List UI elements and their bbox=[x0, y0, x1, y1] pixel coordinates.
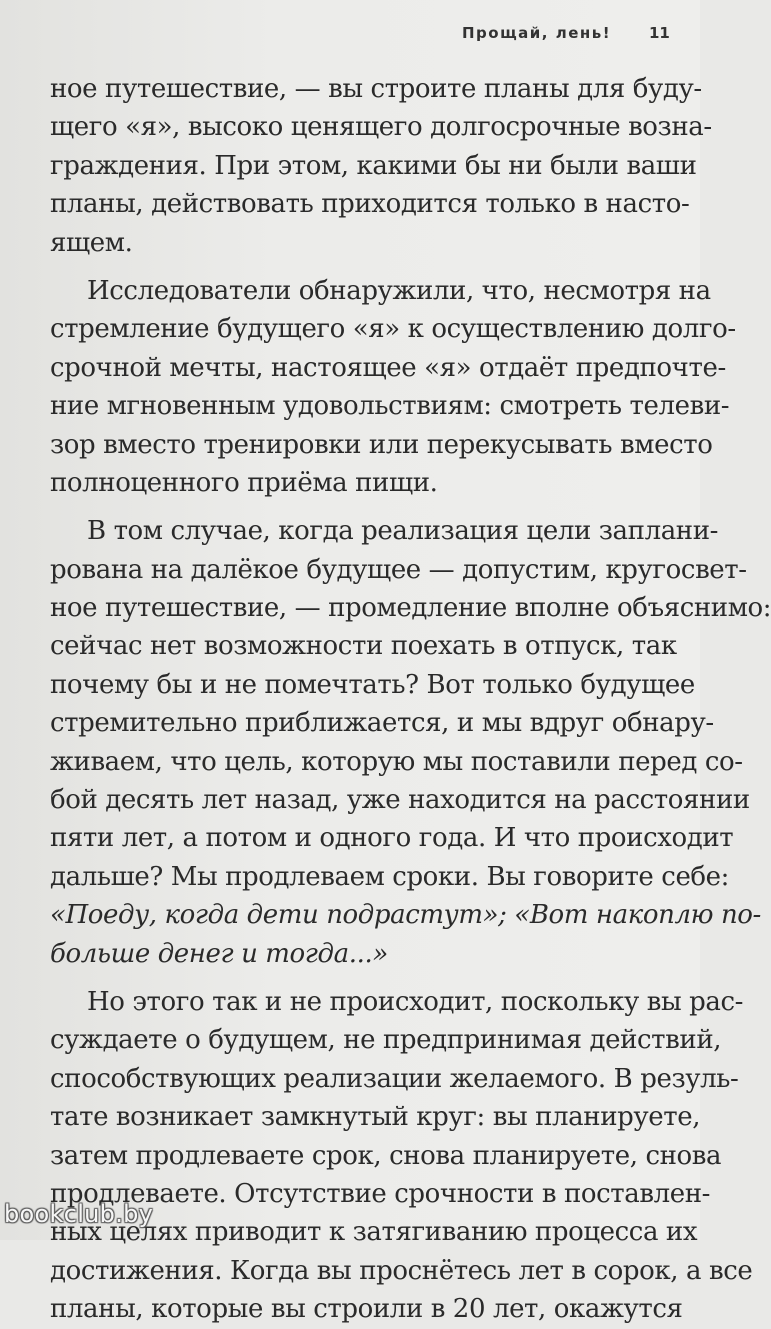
text-line: рована на далёкое будущее — допустим, кругосвет- bbox=[50, 554, 747, 585]
text-line: больше денег и тогда...» bbox=[50, 938, 388, 969]
text-line: бой десять лет назад, уже находится на расстоянии bbox=[50, 785, 750, 816]
text-line: Но этого так и не происходит, поскольку вы рас- bbox=[87, 986, 744, 1017]
text-line: суждаете о будущем, не предпринимая действий, bbox=[50, 1025, 722, 1056]
text-line: граждения. При этом, какими бы ни были ваши bbox=[50, 150, 697, 181]
text-line: стремление будущего «я» к осуществлению долго- bbox=[50, 314, 736, 345]
watermark: bookclub.by bbox=[4, 1200, 154, 1228]
text-line: сейчас нет возможности поехать в отпуск, так bbox=[50, 631, 677, 662]
text-line: стремительно приближается, и мы вдруг обнару- bbox=[50, 708, 714, 739]
text-line: планы, которые вы строили в 20 лет, окажутся bbox=[50, 1294, 683, 1325]
text-line: ящем. bbox=[50, 227, 133, 258]
body-text bbox=[50, 70, 771, 1329]
chapter-title: Прощай, лень! bbox=[462, 24, 612, 42]
text-line: продлеваете. Отсутствие срочности в поставлен- bbox=[50, 1178, 711, 1209]
text-line: Исследователи обнаружили, что, несмотря на bbox=[87, 275, 711, 306]
text-line: щего «я», высоко ценящего долгосрочные возна- bbox=[50, 112, 712, 143]
text-line: ных целях приводит к затягиванию процесса их bbox=[50, 1217, 698, 1248]
running-head bbox=[0, 18, 700, 48]
text-line: ное путешествие, — промедление вполне объяснимо: bbox=[50, 593, 771, 624]
text-line: зор вместо тренировки или перекусывать вместо bbox=[50, 429, 713, 460]
text-line: живаем, что цель, которую мы поставили перед со- bbox=[50, 746, 743, 777]
text-line: ное путешествие, — вы строите планы для буду- bbox=[50, 74, 702, 104]
text-line: ние мгновенным удовольствиям: смотреть телеви- bbox=[50, 391, 730, 422]
text-line: дальше? Мы продлеваем сроки. Вы говорите себе: bbox=[50, 861, 730, 892]
text-line: затем продлеваете срок, снова планируете, снова bbox=[50, 1140, 722, 1171]
text-line: достижения. Когда вы проснётесь лет в сорок, а все bbox=[50, 1255, 753, 1286]
text-line: срочной мечты, настоящее «я» отдаёт предпочте- bbox=[50, 352, 726, 383]
text-line: способствующих реализации желаемого. В резуль- bbox=[50, 1063, 739, 1094]
text-line: пяти лет, а потом и одного года. И что происходит bbox=[50, 823, 734, 854]
text-line: В том случае, когда реализация цели заплани- bbox=[87, 516, 719, 547]
text-line: «Поеду, когда дети подрастут»; «Вот накоплю по- bbox=[50, 900, 761, 931]
text-line: планы, действовать приходится только в насто- bbox=[50, 189, 690, 220]
text-line: полноценного приёма пищи. bbox=[50, 467, 438, 498]
text-line: почему бы и не помечтать? Вот только будущее bbox=[50, 669, 695, 700]
page-number: 11 bbox=[649, 24, 670, 42]
text-line: тате возникает замкнутый круг: вы планируете, bbox=[50, 1102, 701, 1133]
